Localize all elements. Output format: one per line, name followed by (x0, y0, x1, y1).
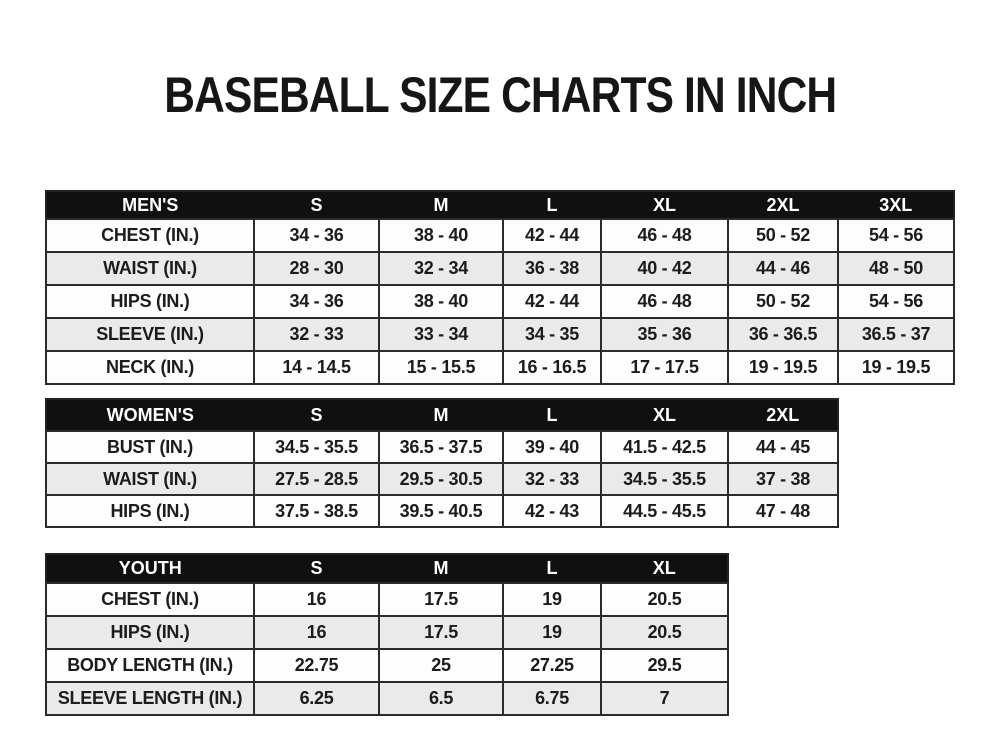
mens-size-table (45, 190, 955, 385)
mens-value-cell: 44 - 46 (728, 252, 838, 285)
mens-value-cell: 36 - 36.5 (728, 318, 838, 351)
youth-value-cell: 20.5 (601, 583, 728, 616)
womens-value-cell: 37.5 - 38.5 (254, 495, 379, 527)
mens-value-cell: 50 - 52 (728, 285, 838, 318)
mens-value-cell: 40 - 42 (601, 252, 728, 285)
mens-value-cell: 34 - 35 (503, 318, 601, 351)
youth-table-row (46, 616, 728, 649)
youth-value-cell: 16 (254, 616, 379, 649)
mens-row-label-cell: SLEEVE (IN.) (46, 318, 254, 351)
womens-size-table (45, 398, 839, 528)
mens-value-cell: 54 - 56 (838, 219, 954, 252)
mens-value-cell: 50 - 52 (728, 219, 838, 252)
womens-table-row (46, 495, 838, 527)
mens-value-cell: 33 - 34 (379, 318, 503, 351)
womens-value-cell: 34.5 - 35.5 (254, 431, 379, 463)
womens-row-label-cell: HIPS (IN.) (46, 495, 254, 527)
mens-value-cell: 34 - 36 (254, 285, 379, 318)
youth-header-row (46, 554, 728, 583)
youth-value-cell: 20.5 (601, 616, 728, 649)
womens-table-row (46, 463, 838, 495)
womens-value-cell: 44.5 - 45.5 (601, 495, 728, 527)
mens-size-header-cell: L (503, 191, 601, 219)
mens-value-cell: 19 - 19.5 (728, 351, 838, 384)
mens-row-label-cell: HIPS (IN.) (46, 285, 254, 318)
page-title-text: BASEBALL SIZE CHARTS IN INCH (164, 67, 836, 123)
youth-row-label-cell: SLEEVE LENGTH (IN.) (46, 682, 254, 715)
womens-value-cell: 41.5 - 42.5 (601, 431, 728, 463)
mens-value-cell: 46 - 48 (601, 219, 728, 252)
mens-size-header-cell: XL (601, 191, 728, 219)
youth-value-cell: 7 (601, 682, 728, 715)
mens-value-cell: 42 - 44 (503, 285, 601, 318)
mens-value-cell: 35 - 36 (601, 318, 728, 351)
womens-value-cell: 39.5 - 40.5 (379, 495, 503, 527)
mens-value-cell: 38 - 40 (379, 219, 503, 252)
mens-value-cell: 36 - 38 (503, 252, 601, 285)
youth-value-cell: 27.25 (503, 649, 601, 682)
womens-size-header-cell: M (379, 399, 503, 431)
womens-value-cell: 36.5 - 37.5 (379, 431, 503, 463)
mens-value-cell: 16 - 16.5 (503, 351, 601, 384)
womens-size-header-cell: S (254, 399, 379, 431)
mens-value-cell: 19 - 19.5 (838, 351, 954, 384)
youth-value-cell: 6.5 (379, 682, 503, 715)
youth-value-cell: 25 (379, 649, 503, 682)
mens-size-header-cell: 2XL (728, 191, 838, 219)
mens-table-row (46, 285, 954, 318)
mens-value-cell: 28 - 30 (254, 252, 379, 285)
mens-value-cell: 15 - 15.5 (379, 351, 503, 384)
womens-value-cell: 47 - 48 (728, 495, 838, 527)
mens-value-cell: 42 - 44 (503, 219, 601, 252)
womens-value-cell: 42 - 43 (503, 495, 601, 527)
youth-value-cell: 22.75 (254, 649, 379, 682)
youth-value-cell: 6.25 (254, 682, 379, 715)
mens-value-cell: 32 - 34 (379, 252, 503, 285)
mens-row-label-cell: CHEST (IN.) (46, 219, 254, 252)
youth-size-table (45, 553, 729, 716)
womens-value-cell: 44 - 45 (728, 431, 838, 463)
youth-row-label-cell: BODY LENGTH (IN.) (46, 649, 254, 682)
youth-row-label-cell: CHEST (IN.) (46, 583, 254, 616)
youth-table-row (46, 583, 728, 616)
youth-table-title-cell: YOUTH (46, 554, 254, 583)
womens-table-row (46, 431, 838, 463)
youth-value-cell: 19 (503, 616, 601, 649)
womens-value-cell: 34.5 - 35.5 (601, 463, 728, 495)
mens-value-cell: 36.5 - 37 (838, 318, 954, 351)
mens-value-cell: 54 - 56 (838, 285, 954, 318)
mens-value-cell: 32 - 33 (254, 318, 379, 351)
youth-size-header-cell: XL (601, 554, 728, 583)
mens-value-cell: 46 - 48 (601, 285, 728, 318)
womens-value-cell: 32 - 33 (503, 463, 601, 495)
womens-value-cell: 37 - 38 (728, 463, 838, 495)
youth-value-cell: 17.5 (379, 616, 503, 649)
youth-value-cell: 17.5 (379, 583, 503, 616)
mens-header-row (46, 191, 954, 219)
mens-value-cell: 48 - 50 (838, 252, 954, 285)
youth-size-header-cell: S (254, 554, 379, 583)
youth-table-row (46, 649, 728, 682)
youth-size-header-cell: M (379, 554, 503, 583)
mens-value-cell: 34 - 36 (254, 219, 379, 252)
page-title (0, 66, 1000, 124)
womens-size-header-cell: L (503, 399, 601, 431)
mens-table-row (46, 318, 954, 351)
womens-size-header-cell: 2XL (728, 399, 838, 431)
mens-table-row (46, 351, 954, 384)
youth-size-header-cell: L (503, 554, 601, 583)
mens-table-row (46, 252, 954, 285)
mens-value-cell: 14 - 14.5 (254, 351, 379, 384)
mens-size-header-cell: M (379, 191, 503, 219)
womens-value-cell: 29.5 - 30.5 (379, 463, 503, 495)
youth-value-cell: 16 (254, 583, 379, 616)
youth-value-cell: 19 (503, 583, 601, 616)
womens-value-cell: 27.5 - 28.5 (254, 463, 379, 495)
womens-value-cell: 39 - 40 (503, 431, 601, 463)
womens-row-label-cell: WAIST (IN.) (46, 463, 254, 495)
mens-table-title-cell: MEN'S (46, 191, 254, 219)
mens-size-header-cell: S (254, 191, 379, 219)
mens-row-label-cell: NECK (IN.) (46, 351, 254, 384)
mens-value-cell: 17 - 17.5 (601, 351, 728, 384)
youth-value-cell: 29.5 (601, 649, 728, 682)
mens-table-row (46, 219, 954, 252)
youth-table-row (46, 682, 728, 715)
womens-table-title-cell: WOMEN'S (46, 399, 254, 431)
womens-row-label-cell: BUST (IN.) (46, 431, 254, 463)
youth-row-label-cell: HIPS (IN.) (46, 616, 254, 649)
mens-value-cell: 38 - 40 (379, 285, 503, 318)
mens-size-header-cell: 3XL (838, 191, 954, 219)
mens-row-label-cell: WAIST (IN.) (46, 252, 254, 285)
womens-header-row (46, 399, 838, 431)
womens-size-header-cell: XL (601, 399, 728, 431)
youth-value-cell: 6.75 (503, 682, 601, 715)
